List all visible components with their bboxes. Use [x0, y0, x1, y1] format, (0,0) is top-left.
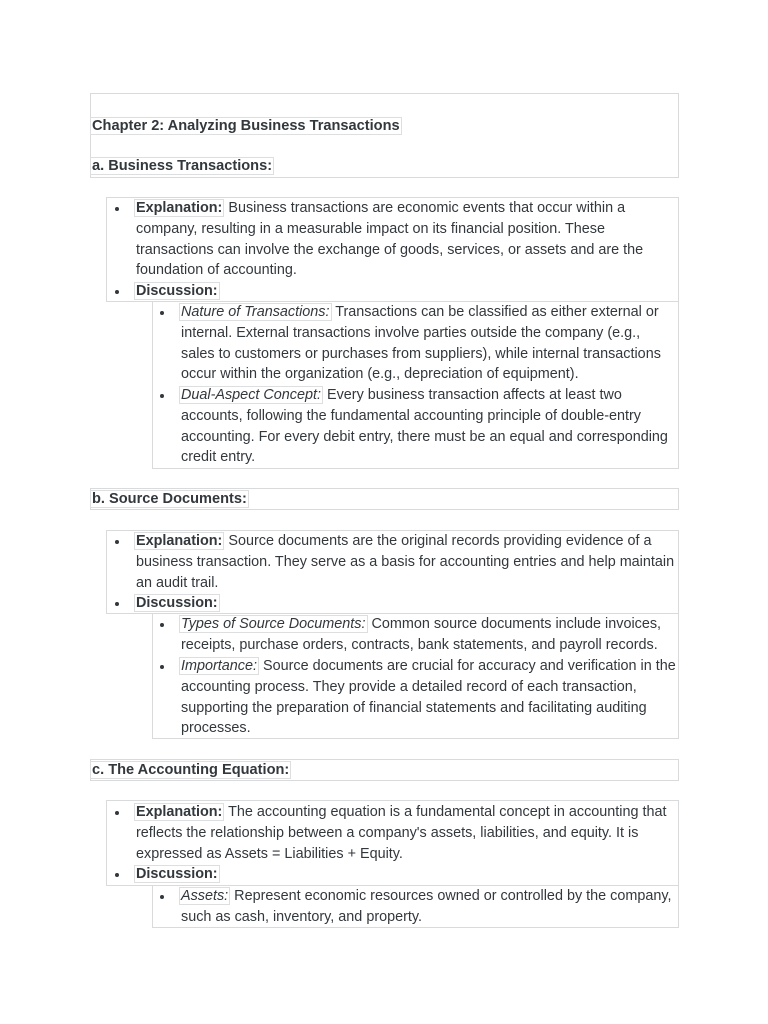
bullet-icon: [160, 394, 164, 398]
chapter-title: Chapter 2: Analyzing Business Transactions: [92, 118, 400, 134]
section-c-discussion: Discussion:: [136, 866, 218, 882]
section-heading-b: b. Source Documents:: [92, 491, 247, 507]
section-b-discussion: Discussion:: [136, 595, 218, 611]
bullet-icon: [115, 811, 119, 815]
bullet-icon: [160, 311, 164, 315]
bullet-icon: [115, 873, 119, 877]
bullet-icon: [115, 290, 119, 294]
section-b-point-2: Importance: Source documents are crucial for accuracy and verification in the accounting process. They provide a detailed record of each transaction, supporting the preparation of financial statements and facilitating auditing processes.: [181, 658, 676, 737]
bullet-icon: [160, 623, 164, 627]
section-c-point-1: Assets: Represent economic resources owned or controlled by the company, such as cash, inventory, and property.: [181, 888, 672, 925]
bullet-icon: [115, 207, 119, 211]
bullet-icon: [115, 602, 119, 606]
bullet-icon: [160, 665, 164, 669]
section-c-explanation: Explanation: The accounting equation is a fundamental concept in accounting that reflects the relationship between a company's assets, liabilities, and equity. It is expressed as Assets = Liabilities + Equity.: [136, 804, 667, 862]
section-b-point-1: Types of Source Documents: Common source documents include invoices, receipts, purchase orders, contracts, bank statements, and payroll records.: [181, 616, 662, 653]
section-a-point-1: Nature of Transactions: Transactions can be classified as either external or internal. External transactions involve parties outside the company (e.g., sales to customers or purchases from suppliers), while internal transactions occur within the organization (e.g., depreciation of equipment).: [181, 304, 661, 383]
bullet-icon: [115, 540, 119, 544]
section-heading-a: a. Business Transactions:: [92, 158, 273, 174]
bullet-icon: [160, 895, 164, 899]
section-a-explanation: Explanation: Business transactions are economic events that occur within a company, resulting in a measurable impact on its financial position. These transactions can involve the exchange of goods, services, or assets and are the foundation of accounting.: [136, 200, 644, 279]
section-heading-c: c. The Accounting Equation:: [92, 762, 290, 778]
section-b-explanation: Explanation: Source documents are the original records providing evidence of a business transaction. They serve as a basis for accounting entries and help maintain an audit trail.: [136, 533, 675, 591]
section-a-point-2: Dual-Aspect Concept: Every business transaction affects at least two accounts, following the fundamental accounting principle of double-entry accounting. For every debit entry, there must be an equal and corresponding credit entry.: [181, 387, 668, 466]
section-a-discussion: Discussion:: [136, 283, 218, 299]
